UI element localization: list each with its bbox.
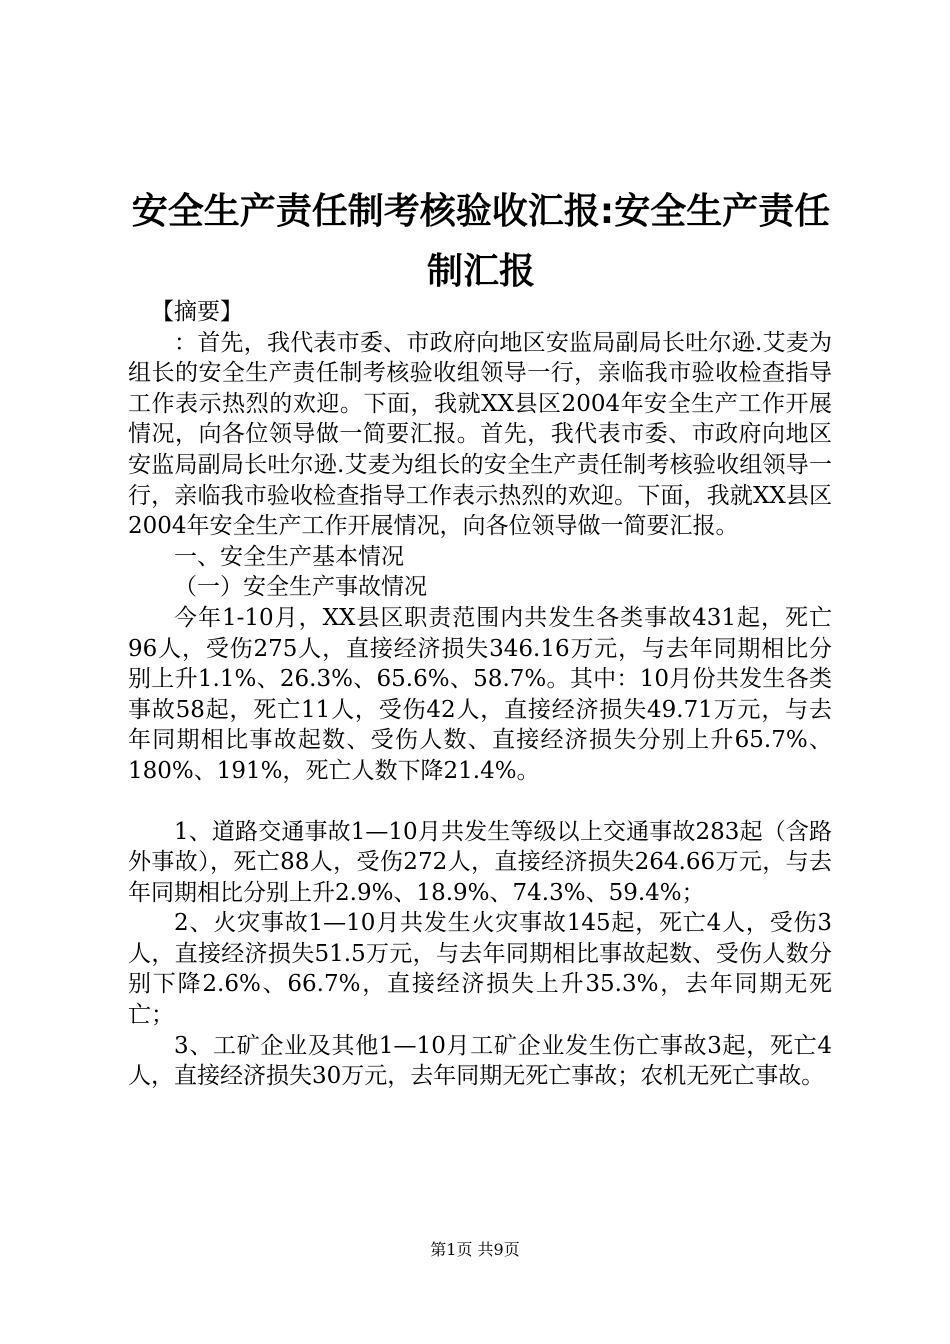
abstract-text: ：首先，我代表市委、市政府向地区安监局副局长吐尔逊.艾麦为组长的安全生产责任制考核验收组领导一行，亲临我市验收检查指导工作表示热烈的欢迎。下面，我就XX县区2004年安全生产工作开展情况，向各位领导做一简要汇报。首先，我代表市委、市政府向地区安监局副局长吐尔逊.艾麦为组长的安全生产责任制考核验收组领导一行，亲临我市验收检查指导工作表示热烈的欢迎。下面，我就XX县区2004年安全生产工作开展情况，向各位领导做一简要汇报。 [128,329,832,540]
document-title: 安全生产责任制考核验收汇报:安全生产责任制汇报 [131,191,831,292]
document-body [128,297,832,1092]
subsection-heading: （一）安全生产事故情况 [174,574,427,601]
summary-paragraph: 今年1-10月，XX县区职责范围内共发生各类事故431起，死亡96人，受伤275人，直接经济损失346.16万元，与去年同期相比分别上升1.1%、26.3%、65.6%、58.7%。其中：10月份共发生各类事故58起，死亡11人，受伤42人，直接经济损失49.71万元，与去年同期相比事故起数、受伤人数、直接经济损失分别上升65.7%、180%、191%，死亡人数下降21.4%。 [128,604,832,784]
list-item-industrial: 3、工矿企业及其他1—10月工矿企业发生伤亡事故3起，死亡4人，直接经济损失30万元，去年同期无死亡事故；农机无死亡事故。 [128,1032,832,1090]
list-item-traffic: 1、道路交通事故1—10月共发生等级以上交通事故283起（含路外事故），死亡88人，受伤272人，直接经济损失264.66万元，与去年同期相比分别上升2.9%、18.9%、74.3%、59.4%； [128,818,832,906]
page-footer: 第1页 共9页 [430,1240,520,1259]
list-item-fire: 2、火灾事故1—10月共发生火灾事故145起，死亡4人，受伤3人，直接经济损失51.5万元，与去年同期相比事故起数、受伤人数分别下降2.6%、66.7%，直接经济损失上升35.3%，去年同期无死亡； [128,910,832,1029]
section-heading: 一、安全生产基本情况 [174,543,404,570]
abstract-label: 【摘要】 [151,299,243,325]
paragraph-spacer [128,787,832,817]
